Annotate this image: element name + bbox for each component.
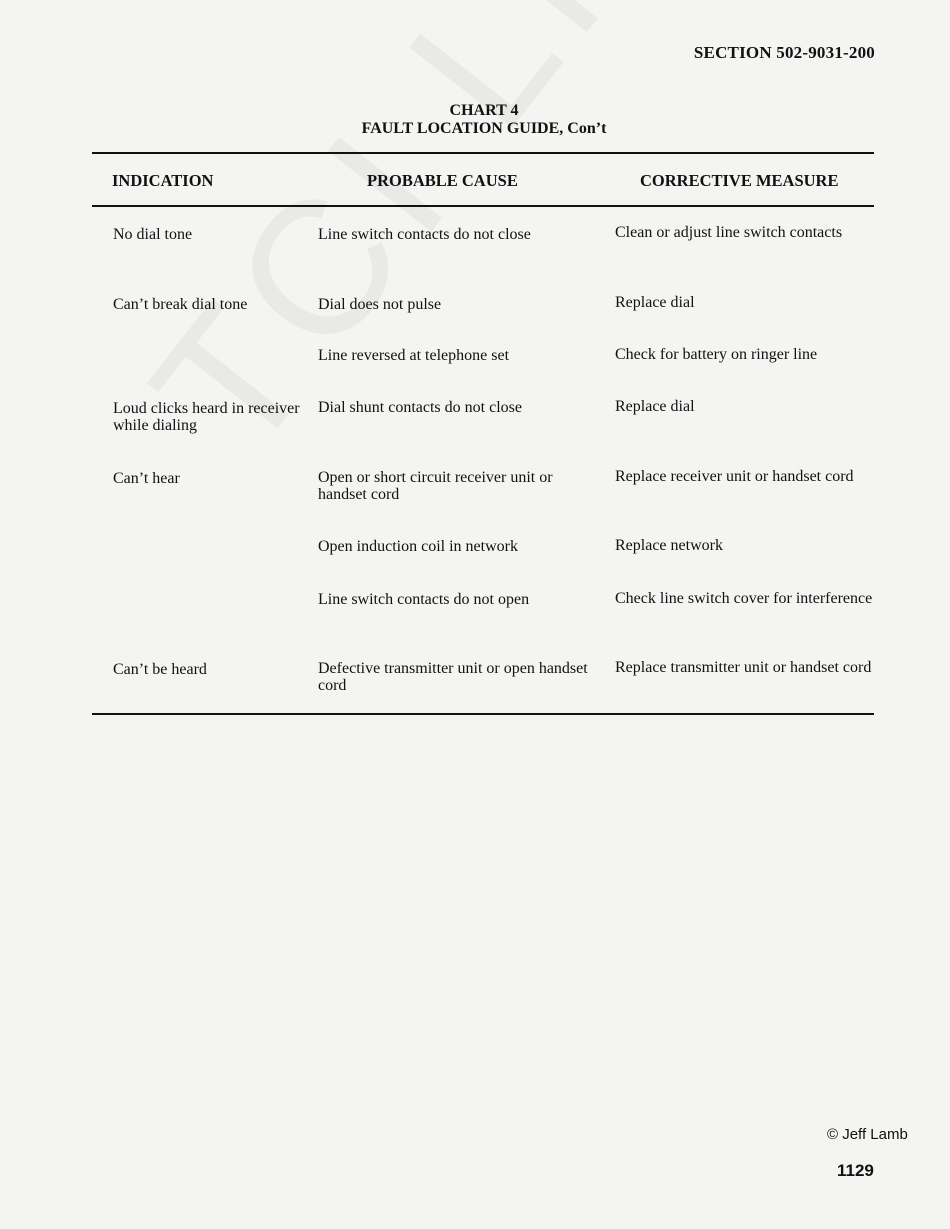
header-rule [92,205,874,207]
indication-cell: Loud clicks heard in receiver while dialing [113,400,300,434]
probable-cause-cell: Line switch contacts do not open [318,591,530,608]
probable-cause-cell: Defective transmitter unit or open handset cord [318,660,588,694]
corrective-measure-cell: Replace dial [615,398,695,415]
indication-cell: No dial tone [113,226,193,243]
column-header-probable-cause: PROBABLE CAUSE [367,171,518,190]
indication-cell: Can’t break dial tone [113,296,248,313]
page-number: 1129 [837,1161,874,1180]
corrective-measure-cell: Replace receiver unit or handset cord [615,468,854,485]
column-header-indication: INDICATION [112,171,214,190]
chart-title [0,102,950,138]
table-bottom-rule [92,713,874,715]
probable-cause-cell: Dial does not pulse [318,296,442,313]
probable-cause-cell: Dial shunt contacts do not close [318,399,522,416]
corrective-measure-cell: Check line switch cover for interference [615,590,873,607]
column-header-corrective-measure: CORRECTIVE MEASURE [640,171,839,190]
corrective-measure-cell: Replace network [615,537,723,554]
corrective-measure-cell: Check for battery on ringer line [615,346,818,363]
table-top-rule [92,152,874,154]
copyright-notice: © Jeff Lamb [827,1126,908,1143]
section-number: SECTION 502-9031-200 [693,43,875,62]
chart-name: FAULT LOCATION GUIDE, Con’t [361,120,607,137]
corrective-measure-cell: Clean or adjust line switch contacts [615,224,843,241]
probable-cause-cell: Line reversed at telephone set [318,347,510,364]
probable-cause-cell: Line switch contacts do not close [318,226,531,243]
corrective-measure-cell: Replace transmitter unit or handset cord [615,659,872,676]
probable-cause-cell: Open or short circuit receiver unit or handset cord [318,469,553,503]
corrective-measure-cell: Replace dial [615,294,695,311]
indication-cell: Can’t hear [113,470,180,487]
probable-cause-cell: Open induction coil in network [318,538,518,555]
chart-number: CHART 4 [449,102,519,119]
indication-cell: Can’t be heard [113,661,207,678]
